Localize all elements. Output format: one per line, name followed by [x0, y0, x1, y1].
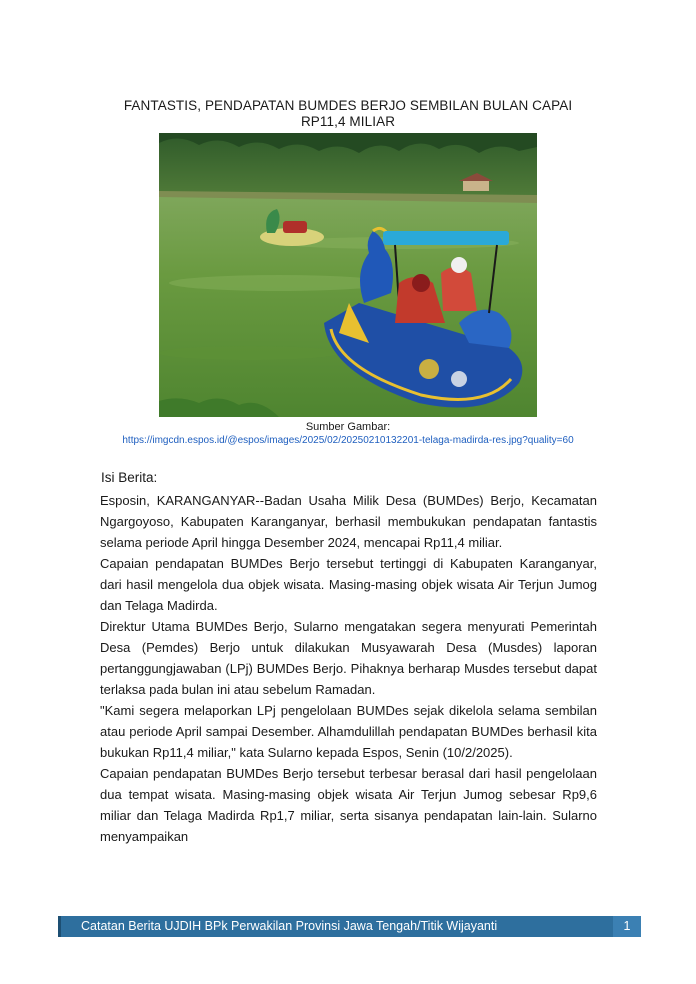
footer-text: Catatan Berita UJDIH BPk Perwakilan Provinsi Jawa Tengah/Titik Wijayanti	[81, 919, 498, 933]
article-paragraph: Capaian pendapatan BUMDes Berjo tersebut tertinggi di Kabupaten Karanganyar, dari hasil mengelola dua objek wisata. Masing-masing objek wisata Air Terjun Jumog dan Telaga Madirda.	[100, 556, 597, 613]
article-paragraph: Esposin, KARANGANYAR--Badan Usaha Milik Desa (BUMDes) Berjo, Kecamatan Ngargoyoso, Kabupaten Karanganyar, berhasil membukukan pendapatan fantastis selama periode April hingga Desember 2024, mencapai Rp11,4 miliar.	[100, 493, 597, 550]
article-paragraph: Capaian pendapatan BUMDes Berjo tersebut terbesar berasal dari hasil pengelolaan dua tempat wisata. Masing-masing objek wisata Air Terjun Jumog sebesar Rp9,6 miliar dan Telaga Madirda Rp1,7 miliar, serta sisanya pendapatan lain-lain. Sularno menyampaikan	[100, 766, 597, 844]
section-heading: Isi Berita:	[101, 470, 158, 485]
article-body	[100, 490, 597, 847]
image-source-link[interactable]: https://imgcdn.espos.id/@espos/images/2025/02/20250210132201-telaga-madirda-res.jpg?quality=60	[122, 435, 574, 446]
page-number: 1	[613, 916, 641, 937]
news-photo	[159, 133, 537, 417]
article-paragraph: "Kami segera melaporkan LPj pengelolaan BUMDes sejak dikelola selama sembilan atau periode April sampai Desember. Alhamdulillah pendapatan BUMDes berhasil kita bukukan Rp11,4 miliar," kata Sularno kepada Espos, Senin (10/2/2025).	[100, 703, 597, 760]
footer-accent	[58, 916, 61, 937]
article-paragraph: Direktur Utama BUMDes Berjo, Sularno mengatakan segera menyurati Pemerintah Desa (Pemdes) Berjo untuk dilakukan Musyawarah Desa (Musdes) laporan pertanggungjawaban (LPj) BUMDes Berjo. Pihaknya berharap Musdes tersebut dapat terlaksa pada bulan ini atau sebelum Ramadan.	[100, 619, 597, 697]
page-footer	[61, 916, 641, 937]
image-caption: Sumber Gambar:	[305, 421, 391, 433]
page-title: FANTASTIS, PENDAPATAN BUMDES BERJO SEMBILAN BULAN CAPAI RP11,4 MILIAR	[123, 98, 573, 129]
